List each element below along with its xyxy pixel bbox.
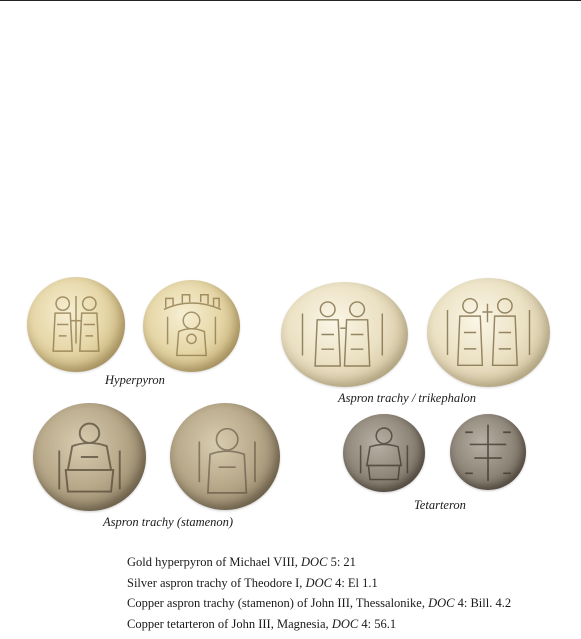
caption-line: Copper tetarteron of John III, Magnesia, DOC 4: 56.1 bbox=[127, 616, 397, 631]
tetarteron-label: Tetarteron bbox=[414, 498, 466, 512]
top-rule bbox=[0, 0, 581, 1]
caption-line: Silver aspron trachy of Theodore I, DOC 4: El 1.1 bbox=[127, 575, 378, 590]
tetarteron-obverse-coin bbox=[343, 414, 425, 492]
hyperpyron-obverse-coin bbox=[27, 277, 125, 372]
virgin-in-city-walls-icon bbox=[143, 280, 240, 372]
stamenon-reverse-coin bbox=[170, 403, 280, 510]
caption-line: Gold hyperpyron of Michael VIII, DOC 5: 21 bbox=[127, 555, 356, 569]
hyperpyron-reverse-coin bbox=[143, 280, 240, 372]
hyperpyron-label: Hyperpyron bbox=[105, 373, 165, 387]
stamenon-obverse-coin bbox=[33, 403, 146, 511]
two-saints-icon bbox=[427, 278, 550, 387]
two-standing-figures-icon bbox=[27, 277, 125, 372]
standing-figure-icon bbox=[170, 403, 280, 510]
seated-figure-icon bbox=[33, 403, 146, 511]
caption-line: Copper aspron trachy (stamenon) of John III, Thessalonike, DOC 4: Bill. 4.2 bbox=[127, 596, 512, 610]
christ-and-emperor-icon bbox=[281, 282, 408, 387]
patriarchal-cross-icon bbox=[450, 414, 526, 490]
trikephalon-reverse-coin bbox=[427, 278, 550, 387]
seated-emperor-icon bbox=[343, 414, 425, 492]
caption-list bbox=[127, 552, 511, 634]
stamenon-label: Aspron trachy (stamenon) bbox=[103, 515, 234, 529]
trikephalon-obverse-coin bbox=[281, 282, 408, 387]
tetarteron-reverse-coin bbox=[450, 414, 526, 490]
trikephalon-label: Aspron trachy / trikephalon bbox=[338, 391, 477, 405]
